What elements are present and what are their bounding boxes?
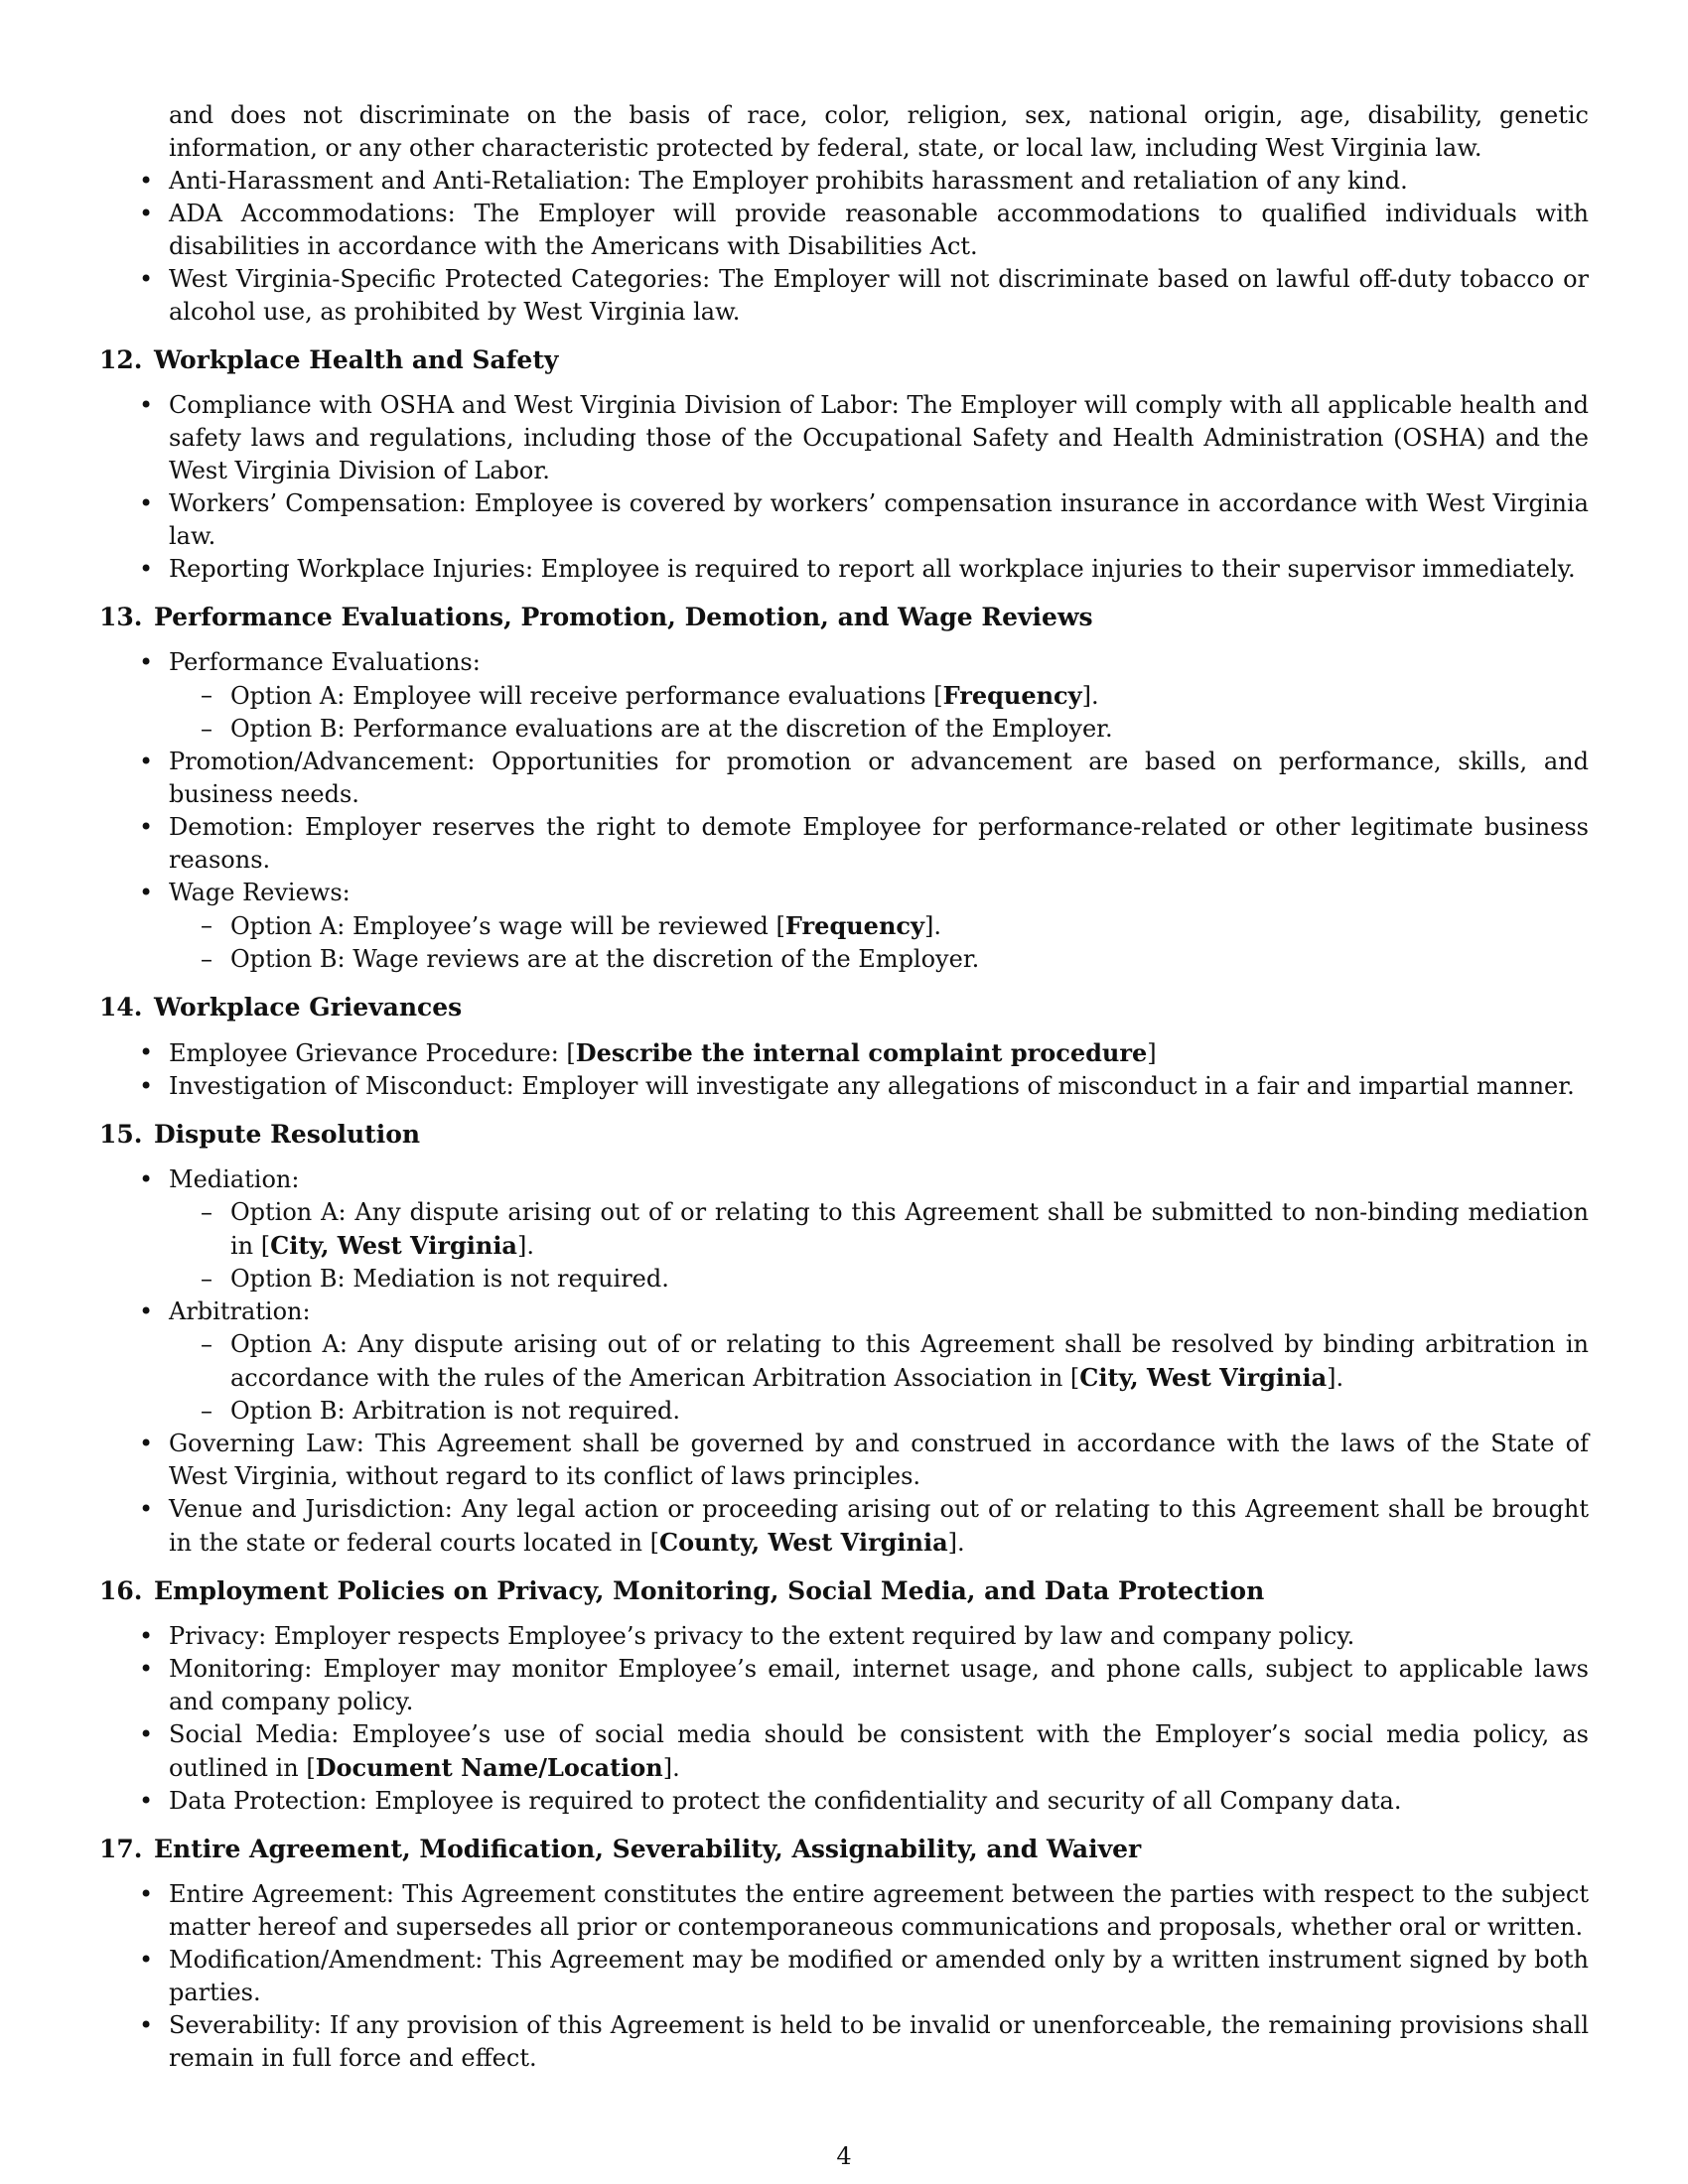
placeholder-field: Document Name/Location xyxy=(315,1753,663,1782)
option-text: Option A: Any dispute arising out of or relating to this Agreement shall be resolved by binding arbitration in accordance with the rules of the American Arbitration Association in [ xyxy=(230,1330,1589,1392)
section-heading-13 xyxy=(99,601,1589,633)
list-item: • Entire Agreement: This Agreement constitutes the entire agreement between the parties with respect to the subject matter hereof and supersedes all prior or contemporaneous communications and proposals, whether oral or written. xyxy=(99,1878,1589,1944)
page-number: 4 xyxy=(836,2142,852,2170)
section-12-list xyxy=(99,389,1589,586)
section-number: 16. xyxy=(99,1576,143,1605)
section-heading-12 xyxy=(99,343,1589,376)
section-title: Workplace Grievances xyxy=(154,993,463,1022)
list-item xyxy=(99,1718,1589,1785)
option-text: Option A: Any dispute arising out of or relating to this Agreement shall be submitted to non-binding mediation in [ xyxy=(230,1198,1589,1260)
section-heading-16 xyxy=(99,1574,1589,1607)
item-text: Employee Grievance Procedure: [ xyxy=(169,1039,576,1067)
section-number: 12. xyxy=(99,345,143,374)
section-number: 15. xyxy=(99,1120,143,1149)
section-heading-17 xyxy=(99,1833,1589,1865)
section-title: Employment Policies on Privacy, Monitoring, Social Media, and Data Protection xyxy=(154,1576,1265,1605)
item-label: Wage Reviews: xyxy=(169,879,351,906)
section-number: 14. xyxy=(99,993,143,1022)
lead-bullet-list xyxy=(99,165,1589,329)
section-16-list xyxy=(99,1620,1589,1818)
section-title: Performance Evaluations, Promotion, Demotion, and Wage Reviews xyxy=(154,603,1093,631)
option-list xyxy=(169,1328,1589,1428)
list-item: • Compliance with OSHA and West Virginia Division of Labor: The Employer will comply with all applicable health and safety laws and regulations, including those of the Occupational Safety and Health Administration (OSHA) and the West Virginia Division of Labor. xyxy=(99,389,1589,487)
option-item: – Option B: Wage reviews are at the discretion of the Employer. xyxy=(169,943,1589,976)
list-item: • Governing Law: This Agreement shall be governed by and construed in accordance with the laws of the State of West Virginia, without regard to its conflict of laws principles. xyxy=(99,1428,1589,1493)
list-item xyxy=(99,1296,1589,1428)
section-title: Dispute Resolution xyxy=(154,1120,421,1149)
placeholder-field: Describe the internal complaint procedure xyxy=(575,1038,1148,1067)
list-item: • Severability: If any provision of this Agreement is held to be invalid or unenforceable, the remaining provisions shall remain in full force and effect. xyxy=(99,2009,1589,2075)
list-item xyxy=(99,1036,1589,1070)
list-item xyxy=(99,646,1589,746)
section-title: Entire Agreement, Modification, Severability, Assignability, and Waiver xyxy=(154,1835,1142,1863)
item-text-end: ]. xyxy=(662,1754,680,1782)
list-item: • Demotion: Employer reserves the right to demote Employee for performance-related or other legitimate business reasons. xyxy=(99,811,1589,877)
option-item xyxy=(169,909,1589,943)
list-item: • Workers’ Compensation: Employee is covered by workers’ compensation insurance in accordance with West Virginia law. xyxy=(99,487,1589,553)
placeholder-field: County, West Virginia xyxy=(658,1528,948,1557)
section-14-list xyxy=(99,1036,1589,1103)
item-label: Performance Evaluations: xyxy=(169,648,481,676)
list-item xyxy=(99,1493,1589,1560)
option-text-end: ]. xyxy=(1327,1364,1344,1392)
placeholder-field: City, West Virginia xyxy=(270,1231,517,1260)
item-label: Mediation: xyxy=(169,1165,300,1193)
option-text-end: ]. xyxy=(516,1232,534,1260)
option-list xyxy=(169,679,1589,746)
document-page xyxy=(99,99,1589,2075)
placeholder-field: Frequency xyxy=(784,911,924,940)
placeholder-field: Frequency xyxy=(942,681,1082,710)
list-item: • Privacy: Employer respects Employee’s privacy to the extent required by law and company policy. xyxy=(99,1620,1589,1653)
option-item: – Option B: Arbitration is not required. xyxy=(169,1395,1589,1428)
item-text: Social Media: Employee’s use of social media should be consistent with the Employer’s social media policy, as outlined in [ xyxy=(169,1720,1589,1782)
list-item: • Monitoring: Employer may monitor Employee’s email, internet usage, and phone calls, subject to applicable laws and company policy. xyxy=(99,1653,1589,1718)
option-text: Option A: Employee’s wage will be reviewed [ xyxy=(230,912,785,940)
option-item: – Option B: Performance evaluations are at the discretion of the Employer. xyxy=(169,713,1589,746)
list-item: • Anti-Harassment and Anti-Retaliation: The Employer prohibits harassment and retaliation of any kind. xyxy=(99,165,1589,198)
option-list xyxy=(169,909,1589,976)
option-item: – Option B: Mediation is not required. xyxy=(169,1263,1589,1296)
item-text-end: ] xyxy=(1147,1039,1157,1067)
list-item xyxy=(99,877,1589,976)
list-item xyxy=(99,1163,1589,1296)
list-item: • West Virginia-Specific Protected Categories: The Employer will not discriminate based on lawful off-duty tobacco or alcohol use, as prohibited by West Virginia law. xyxy=(99,263,1589,329)
item-label: Arbitration: xyxy=(169,1297,311,1325)
list-item: • Reporting Workplace Injuries: Employee is required to report all workplace injuries to their supervisor immediately. xyxy=(99,553,1589,586)
section-title: Workplace Health and Safety xyxy=(154,345,559,374)
section-heading-15 xyxy=(99,1118,1589,1151)
list-item: • Investigation of Misconduct: Employer will investigate any allegations of misconduct in a fair and impartial manner. xyxy=(99,1070,1589,1103)
option-item xyxy=(169,1196,1589,1263)
section-17-list xyxy=(99,1878,1589,2075)
option-item xyxy=(169,1328,1589,1395)
option-list xyxy=(169,1196,1589,1296)
section-number: 17. xyxy=(99,1835,143,1863)
section-13-list xyxy=(99,646,1589,976)
continuation-paragraph: and does not discriminate on the basis of race, color, religion, sex, national origin, age, disability, genetic information, or any other characteristic protected by federal, state, or local law, including West Virginia law. xyxy=(169,101,1589,162)
option-text: Option A: Employee will receive performance evaluations [ xyxy=(230,682,943,710)
section-15-list xyxy=(99,1163,1589,1560)
section-heading-14 xyxy=(99,991,1589,1024)
item-text: Venue and Jurisdiction: Any legal action or proceeding arising out of or relating to this Agreement shall be brought in the state or federal courts located in [ xyxy=(169,1495,1589,1557)
list-item: • ADA Accommodations: The Employer will provide reasonable accommodations to qualified individuals with disabilities in accordance with the Americans with Disabilities Act. xyxy=(99,198,1589,263)
section-number: 13. xyxy=(99,603,143,631)
item-text-end: ]. xyxy=(947,1529,965,1557)
placeholder-field: City, West Virginia xyxy=(1079,1363,1328,1392)
list-item: • Modification/Amendment: This Agreement may be modified or amended only by a written instrument signed by both parties. xyxy=(99,1944,1589,2009)
option-text-end: ]. xyxy=(1081,682,1099,710)
option-item xyxy=(169,679,1589,713)
list-item: • Promotion/Advancement: Opportunities for promotion or advancement are based on performance, skills, and business needs. xyxy=(99,746,1589,811)
list-item: • Data Protection: Employee is required to protect the confidentiality and security of all Company data. xyxy=(99,1785,1589,1818)
option-text-end: ]. xyxy=(923,912,941,940)
